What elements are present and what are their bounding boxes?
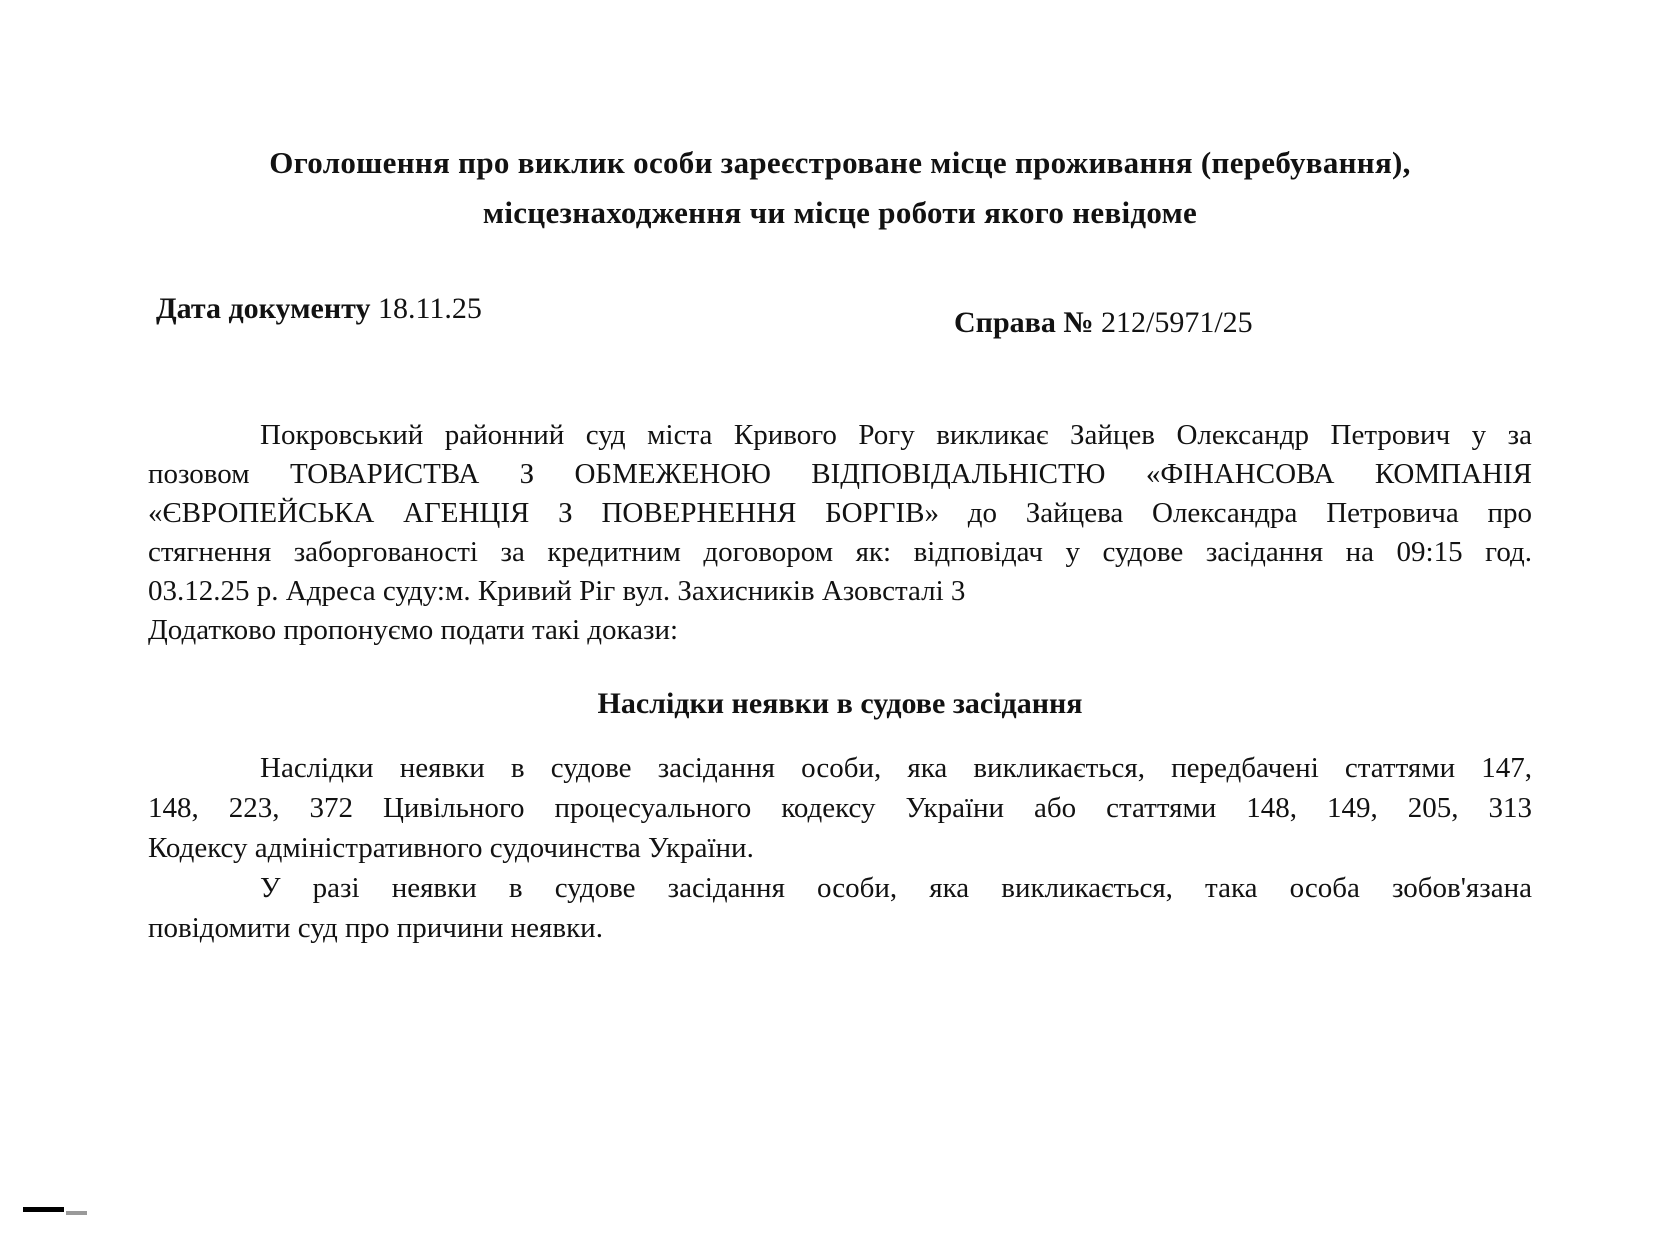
evidence-request-line: Додатково пропонуємо подати такі докази: — [148, 614, 679, 646]
document-title-line-2: місцезнаходження чи місце роботи якого невідоме — [482, 195, 1198, 230]
document-title — [148, 138, 1532, 238]
document-date — [156, 292, 482, 326]
case-number — [954, 306, 1253, 340]
obligation-line: повідомити суд про причини неявки. — [148, 912, 603, 944]
consequences-paragraphs — [148, 748, 1532, 948]
section-heading: Наслідки неявки в судове засідання — [597, 687, 1083, 720]
summons-line: Покровський районний суд міста Кривого Рогу викликає Зайцев Олександр Петрович у за — [260, 419, 1532, 451]
scan-artifact-dots — [66, 1211, 87, 1215]
case-number-value: 212/5971/25 — [1100, 306, 1253, 339]
summons-line: стягнення заборгованості за кредитним договором як: відповідач у судове засідання на 09:15 год. — [148, 536, 1532, 568]
scan-artifact-line — [23, 1207, 64, 1212]
summons-line: позовом ТОВАРИСТВА З ОБМЕЖЕНОЮ ВІДПОВІДАЛЬНІСТЮ «ФІНАНСОВА КОМПАНІЯ — [148, 458, 1532, 490]
consequences-line: 148, 223, 372 Цивільного процесуального кодексу України або статтями 148, 149, 205, 313 — [148, 792, 1532, 824]
consequences-line: Наслідки неявки в судове засідання особи, яка викликається, передбачені статтями 147, — [260, 752, 1532, 784]
consequences-line: Кодексу адміністративного судочинства України. — [148, 832, 754, 864]
document-meta — [148, 292, 1532, 362]
document-date-label: Дата документу — [156, 292, 371, 325]
document-date-value: 18.11.25 — [377, 292, 482, 325]
case-number-label: Справа № — [954, 306, 1094, 339]
court-address-line: 03.12.25 р. Адреса суду:м. Кривий Ріг вул. Захисників Азовсталі 3 — [148, 575, 966, 607]
obligation-line: У разі неявки в судове засідання особи, яка викликається, така особа зобов'язана — [260, 872, 1532, 904]
summons-line: «ЄВРОПЕЙСЬКА АГЕНЦІЯ З ПОВЕРНЕННЯ БОРГІВ» до Зайцева Олександра Петровича про — [148, 497, 1532, 529]
document-title-line-1: Оголошення про виклик особи зареєстроване місце проживання (перебування), — [269, 145, 1411, 180]
summons-paragraph — [148, 416, 1532, 650]
